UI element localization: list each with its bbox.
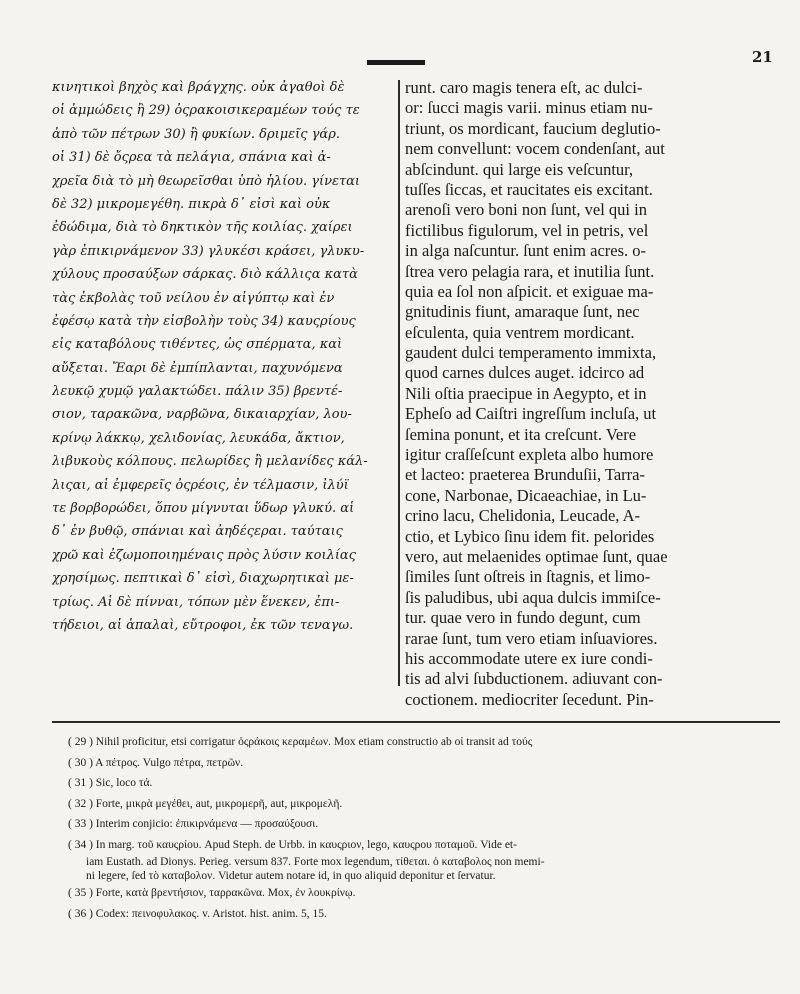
greek-text-line: κινητικοὶ βηχὸς καὶ βράγχης. οὐκ ἀγαθοὶ δὲ — [52, 80, 345, 95]
greek-text-line: λιβυκοὺς κόλπους. πελωρίδες ἢ μελανίδες κάλ- — [52, 454, 368, 470]
latin-text-line: quod carnes dulces auget. idcirco ad — [405, 363, 645, 383]
greek-text-line: τήδειοι, αἱ ἁπαλαὶ, εὔτροφοι, ἐκ τῶν τεναγω. — [52, 617, 354, 633]
greek-text-line: ἐδώδιμα, διὰ τὸ δηκτικὸν τῆς κοιλίας. χαίρει — [52, 220, 353, 236]
greek-text-line: χρῶ καὶ ἐζωμοποιημέναις πρὸς λύσιν κοιλίας — [52, 547, 356, 563]
latin-text-line: ſemina ponunt, et ita creſcunt. Vere — [405, 424, 637, 444]
latin-text-line: cone, Narbonae, Dicaeachiae, in Lu- — [405, 485, 647, 505]
greek-text-line: ἀπὸ τῶν πέτρων 30) ἢ φυκίων. δριμεῖς γάρ. — [52, 126, 340, 142]
footnote: ( 30 ) A πέτρος. Vulgo πέτρα, πετρῶν. — [68, 756, 244, 769]
latin-text-line: Nili oſtia praecipue in Aegypto, et in — [405, 383, 647, 403]
footnote: ( 32 ) Forte, μικρὰ μεγέθει, aut, μικρομερῆ, aut, μικρομελῆ. — [68, 797, 343, 810]
latin-text-line: ſtrea vero pelagia rara, et inutilia ſunt. — [405, 261, 655, 281]
footnotes-block — [68, 732, 788, 924]
footnote-rule — [52, 721, 780, 723]
latin-text-line: tur. quae vero in fundo degunt, cum — [405, 608, 641, 628]
latin-text-line: quia ea ſol non aſpicit. et exiguae ma- — [405, 281, 654, 301]
greek-text-line: τὰς ἐκβολὰς τοῦ νείλου ἐν αἰγύπτῳ καὶ ἐν — [52, 290, 335, 306]
header-ornament-rule — [367, 60, 425, 65]
column-divider — [398, 80, 400, 686]
latin-text-line: or: ſucci magis varii. minus etiam nu- — [405, 98, 653, 118]
latin-text-line: nem convellunt: vocem condenſant, aut — [405, 139, 665, 159]
latin-text-line: tuſſes ſiccas, et raucitates eis excitant. — [405, 179, 653, 199]
latin-text-line: ſis paludibus, ubi aqua dulcis immiſce- — [405, 587, 661, 607]
latin-text-line: triunt, os mordicant, faucium deglutio- — [405, 118, 661, 138]
latin-text-line: arenoſi vero boni non ſunt, vel qui in — [405, 200, 647, 220]
latin-text-line: ſimiles ſunt oſtreis in ſtagnis, et limo- — [405, 567, 651, 587]
latin-text-line: fictilibus figulorum, vel in petris, vel — [405, 220, 649, 240]
greek-text-line: οἱ 31) δὲ ὄςρεα τὰ πελάγια, σπάνια καὶ ἀ- — [52, 150, 331, 166]
latin-text-line: Epheſo ad Caiſtri ingreſſum incluſa, ut — [405, 404, 657, 424]
latin-text-line: in alga naſcuntur. ſunt enim acres. o- — [405, 241, 647, 261]
greek-text-line: λιςαι, αἱ ἐμφερεῖς ὀςρέοις, ἐν τέλμασιν, ἰλύϊ — [52, 477, 349, 493]
latin-text-line: igitur craſſeſcunt expleta albo humore — [405, 445, 654, 465]
greek-text-line: δ᾽ ἐν βυθῷ, σπάνιαι καὶ ἀηδέςεραι. ταύταις — [52, 524, 343, 540]
footnote-continuation: iam Eustath. ad Dionys. Perieg. versum 837. Forte mox legendum, τίθεται. ὁ καταβολος non memi- — [86, 856, 545, 868]
greek-text-line: κρίνῳ λάκκῳ, χελιδονίας, λευκάδα, ἄκτιον, — [52, 430, 345, 446]
footnote: ( 34 ) In marg. τοῦ καυςρίου. Apud Steph. de Urbb. in καυςριον, lego, καυςρου ποταμοῦ. Vide et- — [68, 838, 517, 851]
greek-text-line: χρησίμως. πεπτικαὶ δ᾽ εἰσὶ, διαχωρητικαὶ με- — [52, 571, 354, 587]
page-number: 21 — [752, 48, 773, 66]
latin-text-line: tis ad alvi ſubductionem. adiuvant con- — [405, 669, 663, 689]
latin-text-line: et lacteo: praeterea Brunduſii, Tarra- — [405, 465, 645, 485]
latin-text-line: runt. caro magis tenera eſt, ac dulci- — [405, 78, 643, 97]
latin-text-column — [405, 78, 777, 710]
latin-text-line: coctionem. mediocriter ſecedunt. Pin- — [405, 689, 654, 709]
latin-text-line: eſculenta, quia ventrem mordicant. — [405, 322, 635, 342]
footnote: ( 36 ) Codex: πεινοφυλακος. v. Aristot. hist. anim. 5, 15. — [68, 907, 327, 920]
greek-text-line: δὲ 32) μικρομεγέθη. πικρὰ δ᾽ εἰσὶ καὶ οὐκ — [52, 196, 331, 212]
greek-text-line: λευκῷ χυμῷ γαλακτώδει. πάλιν 35) βρεντέ- — [52, 384, 343, 400]
latin-text-line: abſcindunt. qui large eis veſcuntur, — [405, 159, 634, 179]
latin-text-line: gaudent dulci temperamento immixta, — [405, 343, 657, 363]
footnote-continuation: ni legere, ſed τὸ καταβολον. Videtur autem notare id, in quo aliquid deponitur et ſervatur. — [86, 870, 496, 882]
greek-text-line: αὔξεται. Ἔαρι δὲ ἐμπίπλανται, παχυνόμενα — [52, 360, 343, 376]
greek-text-line: σιον, ταρακῶνα, ναρβῶνα, δικαιαρχίαν, λου- — [52, 407, 352, 423]
greek-text-column — [52, 76, 394, 637]
greek-text-line: τε βορβορώδει, ὅπου μίγνυται ὕδωρ γλυκύ. αἱ — [52, 501, 355, 517]
greek-text-line: εἰς καταβόλους τιθέντες, ὡς σπέρματα, καὶ — [52, 337, 343, 353]
footnote: ( 33 ) Interim conjicio: ἐπικιρνάμενα — προσαύξουσι. — [68, 818, 319, 830]
footnote: ( 31 ) Sic, loco τά. — [68, 777, 153, 789]
latin-text-line: vero, aut melaenides optimae ſunt, quae — [405, 546, 668, 566]
footnote: ( 35 ) Forte, κατὰ βρεντήσιον, ταρρακῶνα. Mox, ἐν λουκρίνῳ. — [68, 887, 356, 899]
latin-text-line: rarae ſunt, tum vero etiam inſuaviores. — [405, 628, 658, 648]
greek-text-line: χύλους προσαύξων σάρκας. διὸ κάλλιςα κατὰ — [52, 267, 358, 283]
greek-text-line: γὰρ ἐπικιρνάμενον 33) γλυκέσι κράσει, γλυκυ- — [52, 243, 365, 259]
latin-text-line: crino lacu, Chelidonia, Leucade, A- — [405, 506, 641, 526]
greek-text-line: ἐφέσῳ κατὰ τὴν εἰσβολὴν τοὺς 34) καυςρίους — [52, 313, 356, 329]
greek-text-line: οἱ ἀμμώδεις ἢ 29) ὀςρακοισικεραμέων τούς τε — [52, 103, 360, 119]
latin-text-line: gnitudinis fiunt, amaraque ſunt, nec — [405, 302, 640, 322]
latin-text-line: ctio, et Lybico ſinu idem fit. pelorides — [405, 526, 655, 546]
latin-text-line: his accommodate utere ex iure condi- — [405, 648, 653, 668]
footnote: ( 29 ) Nihil proficitur, etsi corrigatur ὀςράκοις κεραμέων. Mox etiam constructio ab οἱ transit ad τούς — [68, 736, 533, 748]
greek-text-line: τρίως. Αἱ δὲ πίνναι, τόπων μὲν ἕνεκεν, ἐπι- — [52, 594, 340, 610]
greek-text-line: χρεῖα διὰ τὸ μὴ θεωρεῖσθαι ὑπὸ ἡλίου. γίνεται — [52, 173, 361, 189]
